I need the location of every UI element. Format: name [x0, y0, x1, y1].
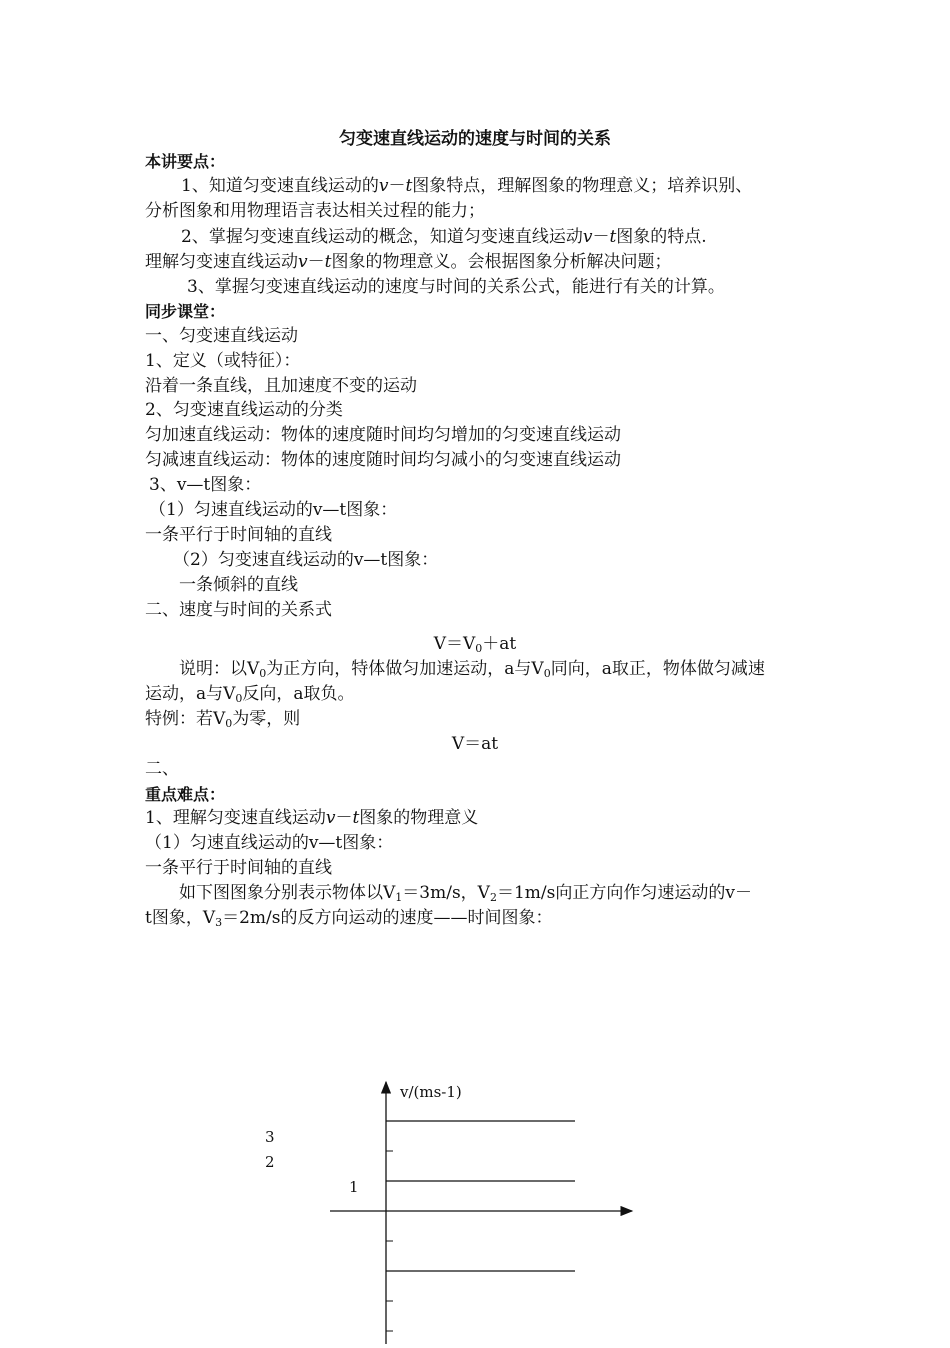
- y-tick-label-1: 1: [349, 1178, 359, 1196]
- key-point-1: 1、知道匀变速直线运动的v－t图象特点，理解图象的物理意义；培养识别、: [181, 176, 753, 196]
- section-1-3: 3、v—t图象：: [149, 475, 262, 495]
- difficulty-1: 1、理解匀变速直线运动v－t图象的物理意义: [145, 808, 479, 828]
- explanation: 说明：以$V_0$为正方向，特体做匀加速运动，a与$V_0$同向，a取正，物体做匀减速: [179, 659, 765, 680]
- section-1-3-2-text: 一条倾斜的直线: [179, 575, 298, 595]
- difficulties-heading: 重点难点：: [145, 785, 226, 804]
- section-1-heading: 一、匀变速直线运动: [145, 326, 298, 346]
- section-1-2-a: 匀加速直线运动：物体的速度随时间均匀增加的匀变速直线运动: [145, 425, 621, 445]
- difficulty-1-1: （1）匀速直线运动的v—t图象：: [145, 833, 394, 853]
- key-points-heading: 本讲要点：: [145, 152, 226, 171]
- section-1-1: 1、定义（或特征）：: [145, 351, 301, 371]
- section-2-heading: 二、速度与时间的关系式: [145, 600, 332, 620]
- section-1-3-1: （1）匀速直线运动的v—t图象：: [149, 500, 398, 520]
- difficulty-paragraph: 如下图图象分别表示物体以$V_1=3m/s$，$V_2=1m/s$向正方向作匀速运动的v－: [179, 883, 752, 904]
- sync-heading: 同步课堂：: [145, 302, 226, 321]
- y-tick-label-2: 2: [265, 1153, 275, 1171]
- section-1-2-b: 匀减速直线运动：物体的速度随时间均匀减小的匀变速直线运动: [145, 450, 621, 470]
- section-1-3-2: （2）匀变速直线运动的v—t图象：: [173, 550, 439, 570]
- y-axis-label: v/(ms-1): [400, 1083, 462, 1101]
- special-case: 特例：若$V_0$为零，则: [145, 709, 301, 730]
- key-point-3: 3、掌握匀变速直线运动的速度与时间的关系公式，能进行有关的计算。: [187, 277, 725, 297]
- difficulty-paragraph-cont: t图象，$V_3=2m/s$的反方向运动的速度——时间图象：: [145, 908, 553, 929]
- y-tick-label-3: 3: [265, 1128, 275, 1146]
- key-point-2: 2、掌握匀变速直线运动的概念，知道匀变速直线运动v－t图象的特点.: [181, 227, 707, 247]
- key-point-1-cont: 分析图象和用物理语言表达相关过程的能力；: [145, 201, 485, 221]
- section-2b-heading: 二、: [145, 759, 179, 779]
- formula-1: $V=V_0+at$: [433, 634, 517, 655]
- explanation-cont: 运动，a与$V_0$反向，a取负。: [145, 684, 355, 705]
- section-1-1-text: 沿着一条直线，且加速度不变的运动: [145, 376, 417, 396]
- section-1-2: 2、匀变速直线运动的分类: [145, 400, 343, 420]
- section-1-3-1-text: 一条平行于时间轴的直线: [145, 525, 332, 545]
- vt-graph-svg: [250, 1070, 650, 1344]
- doc-title: 匀变速直线运动的速度与时间的关系: [339, 129, 611, 149]
- vt-graph: [250, 1070, 650, 1344]
- difficulty-1-1-text: 一条平行于时间轴的直线: [145, 858, 332, 878]
- formula-2: V＝at: [451, 734, 499, 754]
- key-point-2-cont: 理解匀变速直线运动v－t图象的物理意义。会根据图象分析解决问题；: [145, 252, 672, 272]
